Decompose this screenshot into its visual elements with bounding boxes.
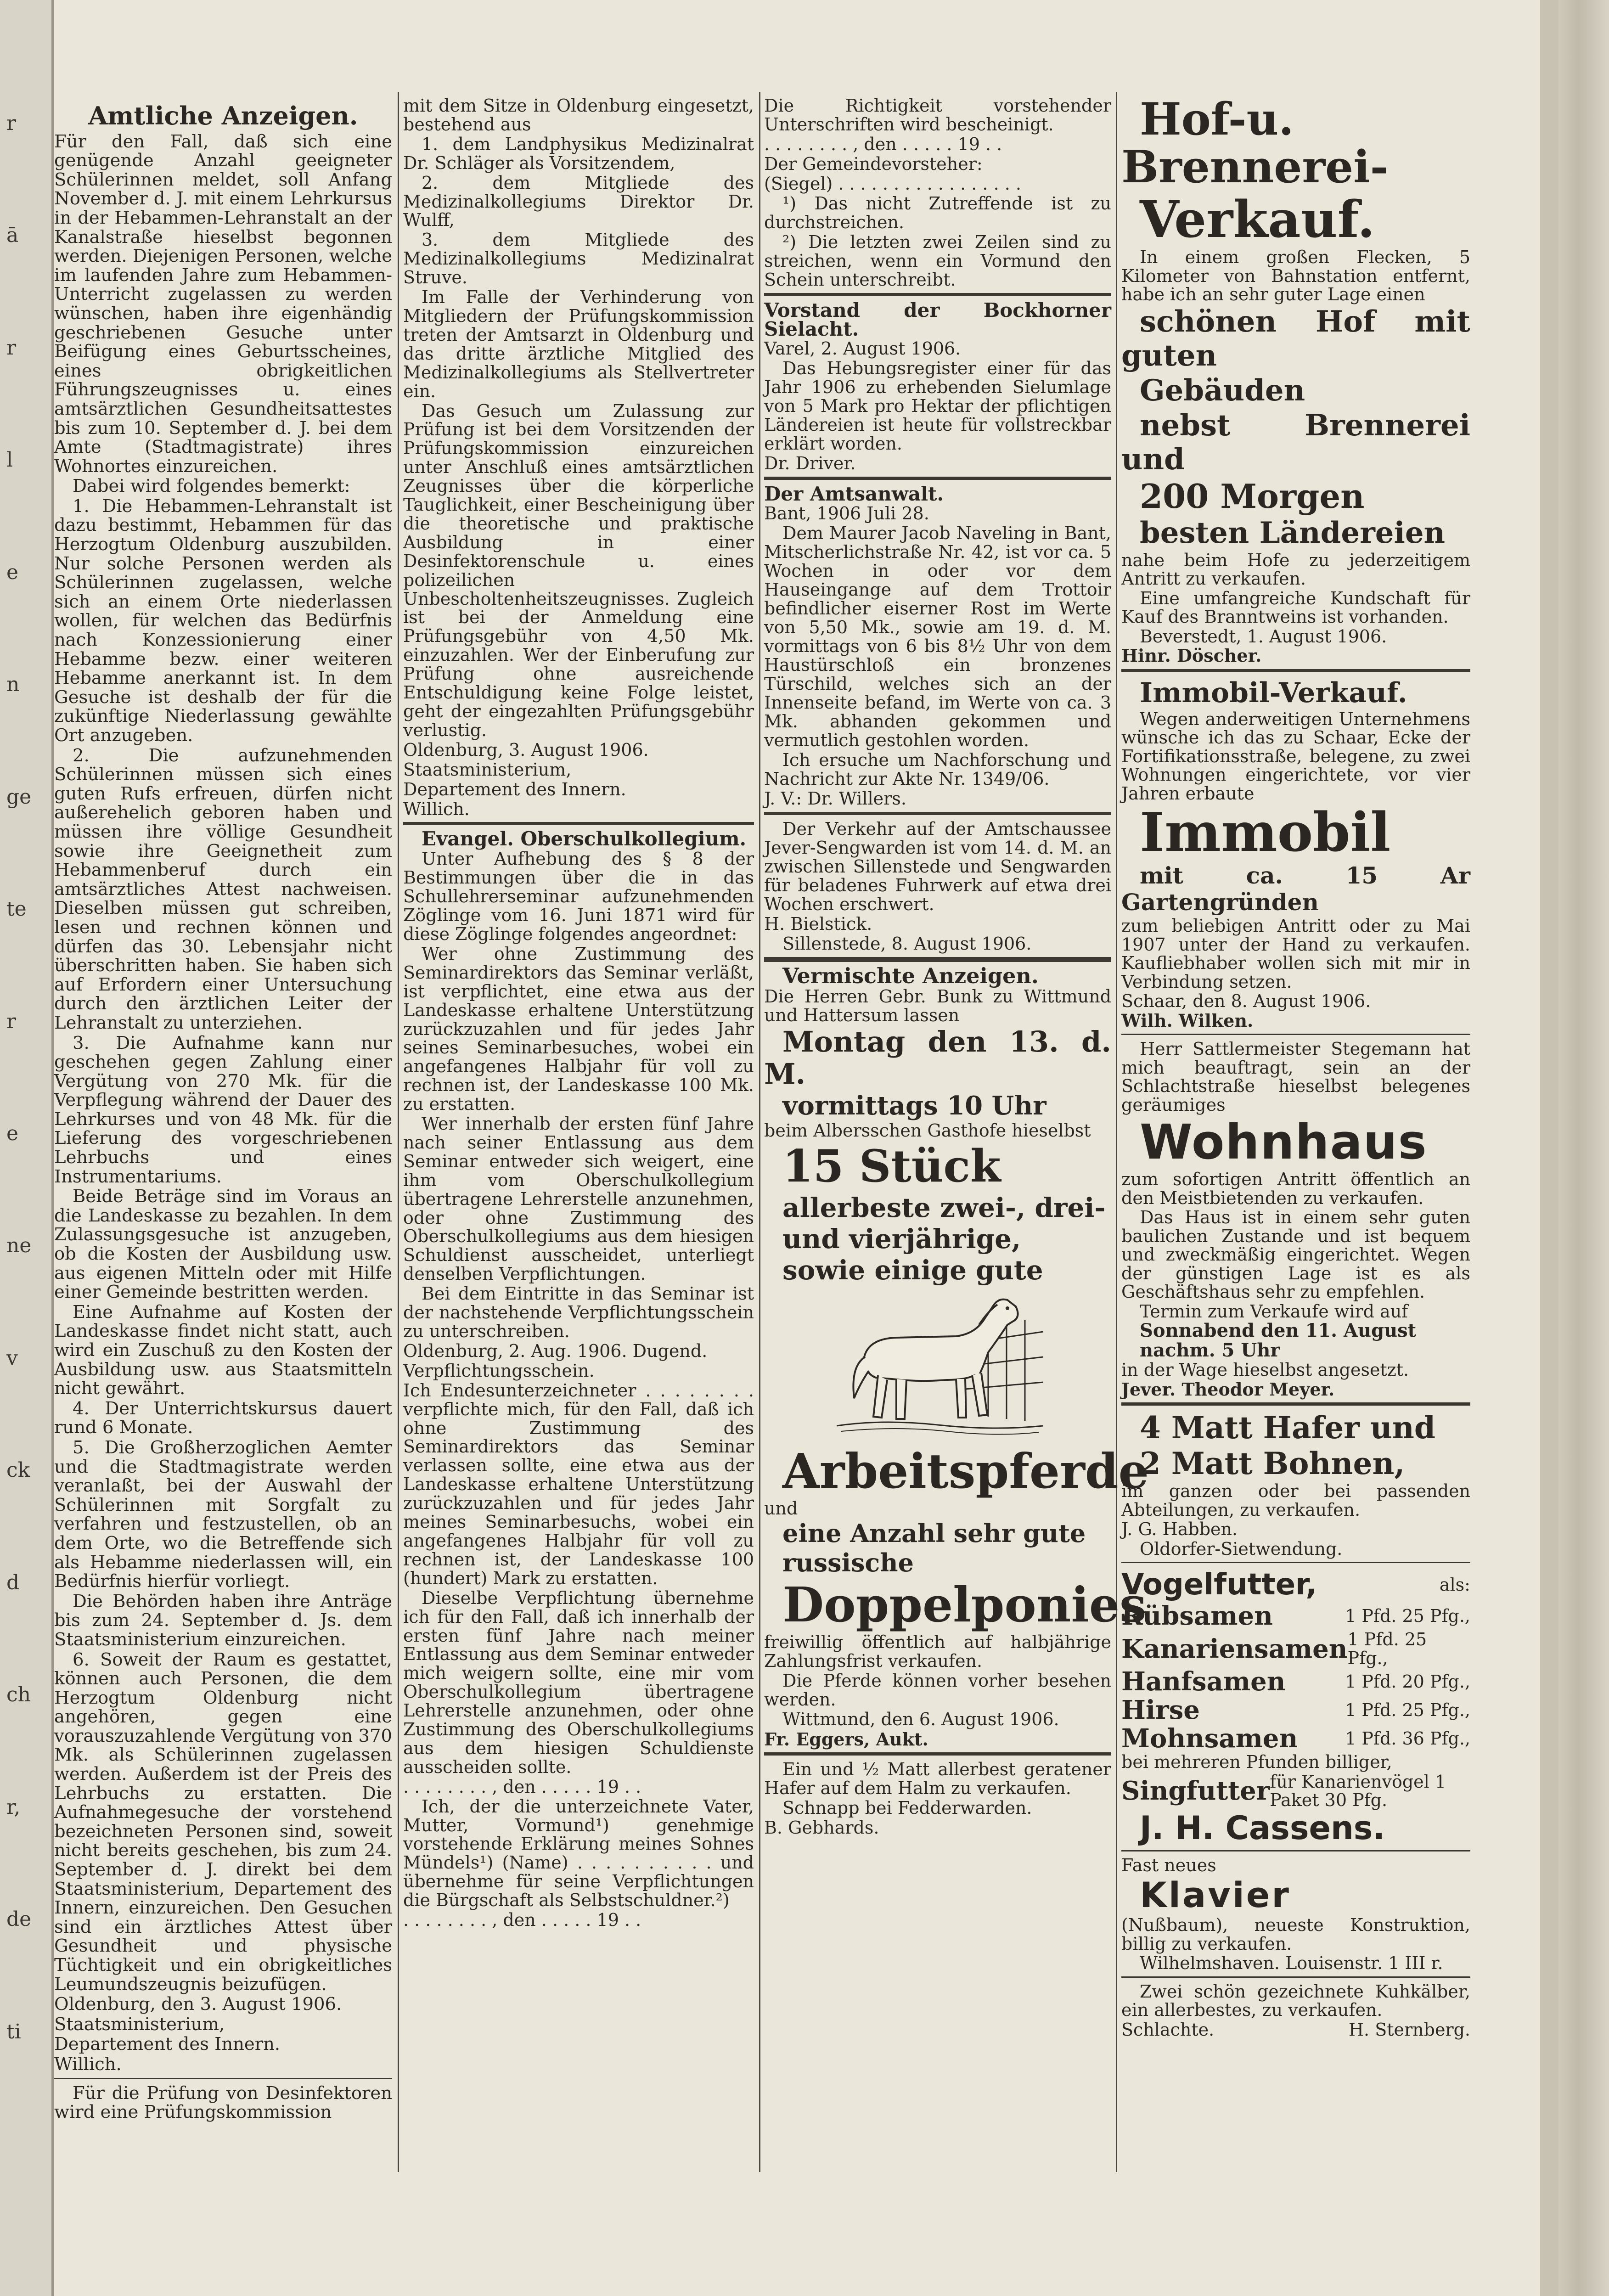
paragraph: Eine Aufnahme auf Kosten der Landeskasse findet nicht statt, auch wird ein Zuschuß zu den Kosten der Ausbildung usw. aus Staatsmitteln nicht gewährt. [54,1301,392,1399]
dotted-line: . . . . . . . . , den . . . . . 19 . . [764,134,1002,154]
auction-desc: sowie einige gute [782,1255,1043,1286]
paragraph: Wer innerhalb der ersten fünf Jahre nach seiner Entlassung aus dem Seminar entweder sich weigert, eine ihm vom Oberschulkollegium übertragene Lehrerstelle anzunehmen, oder ohne Zustimmung des Oberschulkollegiums aus dem hiesigen Schuldienst ausscheidet, unterliegt denselben Verpflichtungen. [403,1114,754,1284]
page-edge [1558,0,1609,2296]
signature-name: Jever. Theodor Meyer. [1121,1379,1335,1400]
signature-line: Der Gemeindevorsteher: [764,154,983,174]
binding-fragment: ck [6,1458,30,1482]
column-2 [403,96,754,1930]
binding-fragment: e [6,560,19,584]
subheading: Verpflichtungsschein. [403,1360,595,1381]
paragraph: Für den Fall, daß sich eine genügende Anzahl geeigneter Schülerinnen meldet, soll Anfang November d. J. mit einem Lehrkursus in der Hebammen-Lehranstalt an der Kanalstraße hieselbst begonnen werden. Diejenigen Personen, welche im laufenden Jahre zum Hebammen-Unterricht zugelassen zu werden wünschen, haben ihre eigenhändig geschriebenen Gesuche unter Beifügung eines Geburtsscheines, eines obrigkeitlichen Führungszeugnisses u. eines amtsärztlichen Gesundheitsattestes bis zum 10. September d. J. bei dem Amte (Stadtmagistrate) ihres Wohnortes einzureichen. [54,131,392,477]
date-line: Oldenburg, 3. August 1906. [403,739,649,760]
divider [1121,1034,1470,1035]
signature-name: Hinr. Döscher. [1121,645,1262,666]
paragraph: Unter Aufhebung des § 8 der Bestimmungen über die in das Schullehrerseminar aufzunehmenden Zöglinge vom 16. Juni 1871 wird für diese Zöglinge folgendes angeordnet: [403,849,754,944]
ad-feature: besten Ländereien [1140,515,1446,550]
list-item: 2. dem Mitgliede des Medizinalkollegiums Direktor Dr. Wulff, [403,172,754,231]
signature-name: Wilh. Wilken. [1121,1010,1254,1031]
divider [1121,1850,1470,1851]
binding-fragment: ne [6,1234,32,1258]
paragraph: Wegen anderweitigen Unternehmens wünsche ich das zu Schaar, Ecke der Fortifikationsstraße, belegene, zu zwei Wohnungen eingerichtete, vor vier Jahren erbaute [1121,709,1470,804]
paragraph: 4. Der Unterrichtskursus dauert rund 6 Monate. [54,1398,392,1438]
signature-line: Staatsministerium, [54,2014,225,2035]
paragraph: Oldorfer-Sietwendung. [1140,1538,1343,1559]
date-line: Wittmund, den 6. August 1906. [782,1709,1059,1729]
paragraph: Ein und ½ Matt allerbest geratener Hafer auf dem Halm zu verkaufen. [764,1759,1111,1798]
price-item [1121,1696,1470,1724]
list-item: 3. dem Mitgliede des Medizinalkollegiums Medizinalrat Struve. [403,230,754,288]
paragraph: Für die Prüfung von Desinfektoren wird eine Prüfungskommission [54,2082,392,2123]
paragraph: mit dem Sitze in Oldenburg eingesetzt, bestehend aus [403,96,754,135]
date-line: Oldenburg, den 3. August 1906. [54,1994,342,2015]
paragraph: Bei dem Eintritte in das Seminar ist der nachstehende Verpflichtungsschein zu unterschreiben. [403,1283,754,1341]
ad-feature: mit ca. 15 Ar Gartengründen [1121,862,1470,916]
signature-name: J. G. Habben. [1121,1519,1238,1539]
notice-heading: Vorstand der Bockhorner Sielacht. [764,299,1111,340]
auction-desc: und vierjährige, [782,1223,1021,1255]
binding-fragment: r [6,336,17,360]
auction-date: Montag den 13. d. M. [764,1025,1111,1091]
paragraph: 6. Soweit der Raum es gestattet, können auch Personen, die dem Herzogtum Oldenburg nicht angehören, gegen eine vorauszuzahlende Vergütung von 370 Mk. als Schülerinnen zugelassen werden. Außerdem ist der Preis des Lehrbuchs zu erstatten. Die Aufnahmegesuche der vorstehend bezeichneten Personen sind, soweit nicht bereits geschehen, bis zum 24. September d. J. direkt bei dem Staatsministerium, Departement des Innern, einzureichen. Den Gesuchen sind ein ärztliches Attest über Gesundheit und physische Tüchtigkeit und ein obrigkeitliches Leumundszeugnis beizufügen. [54,1649,392,1995]
ad-headline: Immobil-Verkauf. [1140,676,1407,709]
divider [764,477,1111,480]
date-line: Sillenstede, 8. August 1906. [782,934,1032,954]
binding-fragment: n [6,673,20,697]
section-heading-oberschulkollegium: Evangel. Oberschulkollegium. [422,827,747,850]
label: als: [1439,1574,1470,1595]
ad-headline: 4 Matt Hafer und [1140,1410,1436,1446]
binding-fragment: ge [6,785,32,809]
item-name: Kanariensamen [1121,1633,1348,1664]
paragraph: Wilhelmshaven. Louisenstr. 1 III r. [1140,1953,1443,1973]
binding-fragment: r [6,112,17,135]
binding-fragment: d [6,1570,20,1594]
item-name: Hanfsamen [1121,1666,1286,1697]
column-rule [398,92,399,2172]
date-line: Oldenburg, 2. Aug. 1906. Dugend. [403,1340,708,1361]
paragraph: Die Pferde können vorher besehen werden. [764,1671,1111,1710]
ad-headline: Hof-u. Brennerei- [1121,93,1389,193]
paragraph: Die Richtigkeit vorstehender Unterschriften wird bescheinigt. [764,96,1111,135]
binding-fragment: l [6,448,13,472]
divider [403,822,754,825]
paragraph: Das Haus ist in einem sehr guten baulichen Zustande und ist bequem und zweckmäßig eingerichtet. Wegen der günstigen Lage ist es als Geschäftshaus sehr zu empfehlen. [1121,1207,1470,1302]
ad-headline: Wohnhaus [1140,1114,1428,1170]
paragraph: Schnapp bei Fedderwarden. [782,1798,1032,1818]
paragraph: Das Hebungsregister einer für das Jahr 1906 zu erhebenden Sielumlage von 5 Mark pro Hektar der pflichtigen Ländereien ist heute für vollstreckbar erklärt worden. [764,358,1111,454]
divider [54,2078,392,2079]
ad-headline: Verkauf. [1140,190,1375,249]
binding-fragment: ch [6,1683,31,1707]
signature-name: H. Sternberg. [1348,2019,1470,2040]
footnote: ²) Die letzten zwei Zeilen sind zu streichen, wenn ein Vormund den Schein unterschreibt. [764,232,1111,290]
signature-row [1121,2020,1470,2039]
auction-headline: Arbeitspferde [782,1443,1149,1499]
auction-place: beim Albersschen Gasthofe hieselbst [764,1120,1091,1141]
price-item [1121,1773,1470,1810]
firm-name: J. H. Cassens. [1140,1809,1385,1847]
paragraph: Dabei wird folgendes bemerkt: [73,476,350,497]
divider [1121,669,1470,672]
binding-fragment: v [6,1346,18,1370]
paragraph: 5. Die Großherzoglichen Aemter und die Stadtmagistrate werden veranlaßt, bei der Auswahl der Schülerinnen mit Sorgfalt zu verfahren und festzustellen, ob an dem Orte, wo die Betreffende sich als Hebamme niederlassen will, ein Bedürfnis hierfür vorliegt. [54,1437,392,1592]
signature-line: Departement des Innern. [54,2034,281,2055]
item-name: Singfutter [1121,1776,1270,1806]
binding-fragment: r, [6,1795,21,1819]
paragraph: Termin zum Verkaufe wird auf [1140,1301,1408,1322]
item-price: 1 Pfd. 36 Pfg., [1345,1728,1470,1749]
paragraph: nahe beim Hofe zu jederzeitigem Antritt zu verkaufen. [1121,550,1470,589]
paragraph: Die Behörden haben ihre Anträge bis zum 24. September d. Js. dem Staatsministerium einzureichen. [54,1591,392,1650]
paragraph: Eine umfangreiche Kundschaft für Kauf des Branntweins ist vorhanden. [1121,588,1470,627]
signature-line: Departement des Innern. [403,779,626,799]
ad-headline: Klavier [1140,1874,1291,1915]
paragraph: 3. Die Aufnahme kann nur geschehen gegen Zahlung einer Vergütung von 270 Mk. für die Verpflegung während der Dauer des Lehrkurses und von 48 Mk. für die Lieferung des vorgeschriebenen Lehrbuchs und eines Instrumentariums. [54,1032,392,1187]
signature-name: Dr. Driver. [764,453,856,473]
divider [1121,1402,1470,1406]
paragraph: zum sofortigen Antritt öffentlich an den Meistbietenden zu verkaufen. [1121,1169,1470,1208]
paragraph: in der Wage hieselbst angesetzt. [1121,1360,1409,1380]
column-1 [54,101,392,2123]
paragraph: Herr Sattlermeister Stegemann hat mich beauftragt, sein an der Schlachtstraße hieselbst belegenes geräumiges [1121,1039,1470,1115]
binding-margin [0,0,54,2296]
divider [1121,1562,1470,1563]
paragraph: bei mehreren Pfunden billiger, [1121,1752,1392,1772]
footnote: ¹) Das nicht Zutreffende ist zu durchstreichen. [764,193,1111,232]
paragraph: Der Verkehr auf der Amtschaussee Jever-Sengwarden ist vom 14. d. M. an zwischen Sillenstede und Sengwarden für beladenes Fuhrwerk auf etwa drei Wochen erschwert. [764,819,1111,914]
dotted-line: . . . . . . . . , den . . . . . 19 . . [403,1776,641,1797]
page-edge-shadow [1540,0,1558,2296]
date-line: Varel, 2. August 1906. [764,338,961,359]
signature-name: Willich. [403,799,470,819]
auction-count: 15 Stück [782,1140,1001,1192]
item-name: Mohnsamen [1121,1723,1298,1754]
price-item [1121,1630,1470,1667]
ad-feature: nebst Brennerei und [1121,408,1470,477]
paragraph: zum beliebigen Antritt oder zu Mai 1907 unter der Hand zu verkaufen. Kaufliebhaber wollen sich mit mir in Verbindung setzen. [1121,916,1470,992]
paragraph: Ich ersuche um Nachforschung und Nachricht zur Akte Nr. 1349/06. [764,750,1111,789]
auction-time: nachm. 5 Uhr [1140,1339,1280,1361]
binding-fragment: e [6,1122,19,1145]
paragraph: Zwei schön gezeichnete Kuhkälber, ein allerbestes, zu verkaufen. [1121,1981,1470,2020]
binding-fragment: de [6,1908,32,1931]
item-price: 1 Pfd. 25 Pfg., [1345,1699,1470,1720]
paragraph: Im Falle der Verhinderung von Mitgliedern der Prüfungskommission treten der Amtsarzt in Oldenburg und das dritte ärztliche Mitglied des Medizinalkollegiums als Stellvertreter ein. [403,287,754,401]
vogelfutter-header [1121,1568,1470,1602]
binding-fragment: ti [6,2020,21,2043]
paragraph: Ich Endesunterzeichneter . . . . . . . . verpflichte mich, für den Fall, daß ich ohne Zustimmung des Seminardirektors das Seminar verlassen sollte, eine etwa aus der Landeskasse erhaltene Unterstützung zurückzuzahlen und für jedes Jahr meines Seminarbesuchs, wobei ein angefangenes Halbjahr für voll zu rechnen ist, der Landeskasse 100 (hundert) Mark zu erstatten. [403,1380,754,1588]
paragraph: Wer ohne Zustimmung des Seminardirektors das Seminar verläßt, ist verpflichtet, eine etwa aus der Landeskasse erhaltene Unterstützung zurückzuzahlen und für jedes Jahr seines Seminarbesuches, wobei ein angefangenes Halbjahr für voll zu rechnen ist, der Landeskasse 100 Mk. zu erstatten. [403,943,754,1114]
binding-fragment: te [6,897,27,921]
date-line: Schaar, den 8. August 1906. [1121,991,1371,1011]
section-heading-amtliche: Amtliche Anzeigen. [88,101,358,130]
ad-headline: Vogelfutter, [1121,1568,1317,1602]
paragraph: Die Herren Gebr. Bunk zu Wittmund und Hattersum lassen [764,986,1111,1025]
item-price: 1 Pfd. 25 Pfg., [1347,1629,1427,1668]
divider [764,1752,1111,1756]
notice-heading: Der Amtsanwalt. [764,483,944,505]
divider [764,812,1111,815]
ad-headline: Immobil [1140,801,1391,864]
divider [1121,1976,1470,1978]
paragraph: Dieselbe Verpflichtung übernehme ich für den Fall, daß ich innerhalb der ersten fünf Jahre nach meiner Entlassung aus dem Seminar entweder mich weigern sollte, eine mir vom Oberschulkollegium übertragene Lehrerstelle anzunehmen, oder ohne Zustimmung des Oberschulkollegiums aus dem hiesigen Schuldienste ausscheiden sollte. [403,1587,754,1777]
paragraph: Ich, der die unterzeichnete Vater, Mutter, Vormund¹) genehmige vorstehende Erklärung meines Sohnes Mündels¹) (Name) . . . . . . . . . . und übernehme für seine Verpflichtungen die Bürgschaft als Selbstschuldner.²) [403,1796,754,1911]
section-heading-vermischte: Vermischte Anzeigen. [782,963,1039,988]
column-3 [764,96,1149,1838]
paragraph: Das Gesuch um Zulassung zur Prüfung ist bei dem Vorsitzenden der Prüfungskommission einzureichen unter Anschluß eines amtsärztlichen Zeugnisses über die körperliche Tauglichkeit, einer Bescheinigung über die theoretische und praktische Ausbildung in einer Desinfektorenschule u. eines polizeilichen Unbescholtenheitszeugnisses. Zugleich ist bei der Anmeldung eine Prüfungsgebühr von 4,50 Mk. einzuzahlen. Wer der Einberufung zur Prüfung ohne ausreichende Entschuldigung keine Folge leistet, geht der eingezahlten Prüfungsgebühr verlustig. [403,400,754,740]
paragraph: Fast neues [1121,1855,1216,1875]
signature-name: H. Bielstick. [764,914,872,934]
paragraph: 1. Die Hebammen-Lehranstalt ist dazu bestimmt, Hebammen für das Herzogtum Oldenburg auszubilden. Nur solche Personen werden als Schülerinnen zugelassen, welche sich an einem Orte niederlassen wollen, für welchen das Bedürfnis nach Konzessionierung einer Hebamme bezw. einer weiteren Hebamme anerkannt ist. In dem Gesuche ist deshalb der für die zukünftige Niederlassung gewählte Ort anzugeben. [54,495,392,746]
price-item [1121,1724,1470,1753]
auction-desc: eine Anzahl sehr gute [782,1519,1086,1548]
signature-name: Fr. Eggers, Aukt. [764,1729,928,1750]
signature-name: J. V.: Dr. Willers. [764,788,906,809]
column-4 [1121,93,1470,2040]
item-name: Hirse [1121,1695,1200,1725]
column-rule [759,92,760,2172]
paragraph: Beide Beträge sind im Voraus an die Landeskasse zu bezahlen. In dem Zulassungsgesuche ist anzugeben, ob die Kosten der Ausbildung usw. aus eigenen Mitteln oder mit Hilfe einer Gemeinde bestritten werden. [54,1186,392,1303]
horse-illustration [827,1288,1048,1440]
item-price: 1 Pfd. 20 Pfg., [1345,1671,1470,1692]
auction-time: vormittags 10 Uhr [782,1091,1046,1121]
paragraph: 2. Die aufzunehmenden Schülerinnen müssen sich eines guten Rufs erfreuen, dürfen nicht außerehelich geboren haben und müssen ihre völlige Gesundheit sowie ihre Geeignetheit zum Hebammenberuf durch ein amtsärztliches Attest nachweisen. Dieselben müssen gut schreiben, lesen und rechnen können und dürfen das 30. Lebensjahr nicht überschritten haben. Sie haben sich auf Erfordern einer Untersuchung durch den ärztlichen Leiter der Lehranstalt zu unterziehen. [54,745,392,1033]
auction-headline: Doppelponies [782,1576,1147,1633]
date-line: Bant, 1906 Juli 28. [764,503,929,523]
ad-feature: schönen Hof mit guten [1121,304,1470,373]
item-name: Rübsamen [1121,1601,1273,1631]
column-rule [1116,92,1117,2172]
dotted-line: (Siegel) . . . . . . . . . . . . . . . . . [764,174,1021,194]
auction-date: Sonnabend den 11. August [1140,1320,1417,1341]
divider [764,293,1111,296]
paragraph: Dem Maurer Jacob Naveling in Bant, Mitscherlichstraße Nr. 42, ist vor ca. 5 Wochen in oder vor dem Hauseingange auf dem Trottoir befindlicher eiserner Rost im Werte von 5,50 Mk., sowie am 19. d. M. vormittags von 6 bis 8½ Uhr von dem Haustürschloß ein bronzenes Türschild, welches sich an der Innenseite befand, im Werte von ca. 3 Mk. abhanden gekommen und vermutlich gestohlen worden. [764,523,1111,750]
binding-fragment: r [6,1009,17,1033]
list-item: 1. dem Landphysikus Medizinalrat Dr. Schläger als Vorsitzendem, [403,134,754,173]
signature-name: B. Gebhards. [764,1818,879,1838]
dotted-line: . . . . . . . . , den . . . . . 19 . . [403,1910,641,1930]
binding-fragment: ā [6,224,19,248]
paragraph: freiwillig öffentlich auf halbjährige Zahlungsfrist verkaufen. [764,1632,1111,1671]
divider [764,957,1111,962]
item-price: 1 Pfd. 25 Pfg., [1345,1605,1470,1626]
date-line: Beverstedt, 1. August 1906. [1140,626,1387,647]
conjunction: und [764,1498,798,1519]
item-price: für Kanarienvögel 1 Paket 30 Pfg. [1270,1771,1446,1810]
ad-feature: Gebäuden [1140,373,1305,408]
auction-desc: allerbeste zwei-, drei- [782,1192,1106,1223]
price-item [1121,1602,1470,1630]
ad-headline: 2 Matt Bohnen, [1140,1446,1405,1481]
auction-desc: russische [782,1548,914,1577]
paragraph: In einem großen Flecken, 5 Kilometer von Bahnstation entfernt, habe ich an sehr guter Lage einen [1121,247,1470,304]
price-item [1121,1667,1470,1696]
signature-name: Willich. [54,2054,122,2075]
signature-line: Staatsministerium, [403,759,572,780]
place: Schlachte. [1121,2019,1215,2040]
ad-feature: 200 Morgen [1140,476,1365,516]
paragraph: im ganzen oder bei passenden Abteilungen, zu verkaufen. [1121,1481,1470,1520]
paragraph: (Nußbaum), neueste Konstruktion, billig zu verkaufen. [1121,1915,1470,1954]
